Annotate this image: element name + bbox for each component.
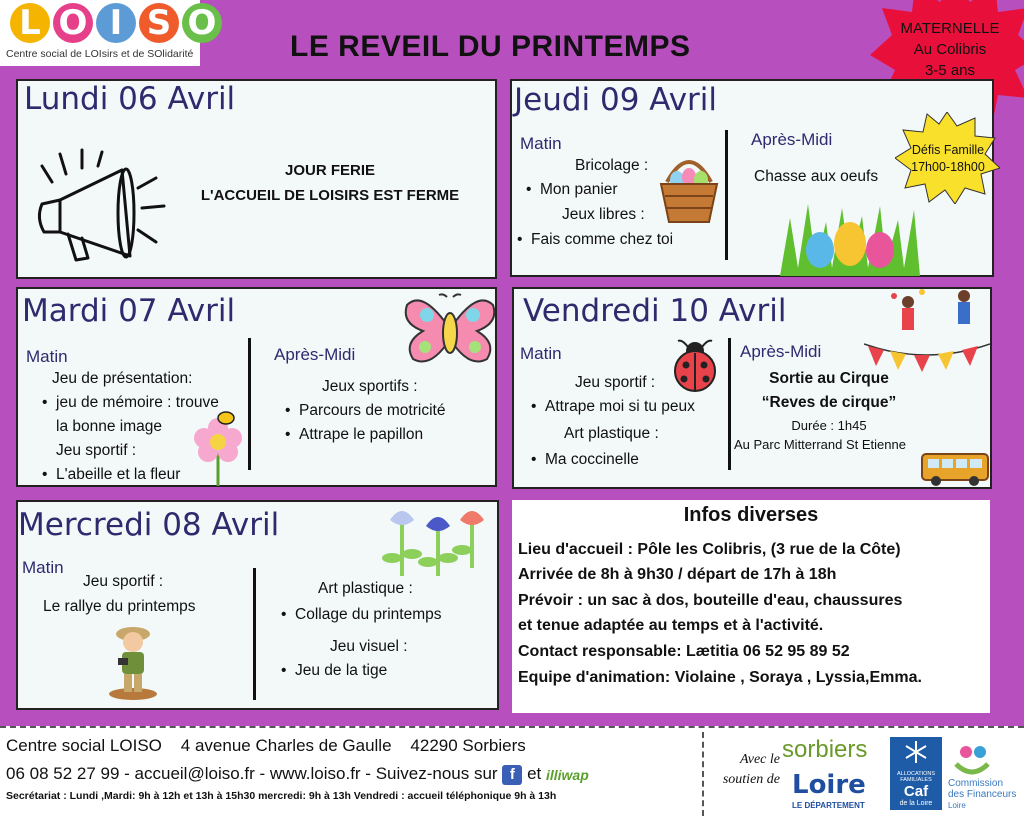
caf-logo xyxy=(890,737,942,810)
day-title-vendredi: Vendredi 10 Avril xyxy=(523,293,787,329)
defis-famille-badge xyxy=(900,142,996,176)
soutien-label: Avec le soutien de xyxy=(722,752,780,787)
caf-snowflake-icon xyxy=(890,737,942,767)
activity-item: • Collage du printemps xyxy=(295,606,441,624)
activity-item-cont: la bonne image xyxy=(56,418,162,435)
sortie-title: Sortie au Cirque xyxy=(769,370,889,387)
activity-title: Jeu visuel : xyxy=(330,638,408,655)
ladybug-icon xyxy=(668,337,722,393)
day-title-lundi: Lundi 06 Avril xyxy=(24,81,236,117)
activity-title: Jeux libres : xyxy=(562,206,645,223)
cdf-line: Loire xyxy=(948,801,966,810)
activity-item: • L'abeille et la fleur xyxy=(56,466,180,484)
loire-logo: Loire xyxy=(792,770,866,800)
age-badge xyxy=(890,18,1010,81)
activity-item: Le rallye du printemps xyxy=(43,598,196,615)
activity-item: • Mon panier xyxy=(540,181,618,199)
logo-letter: I xyxy=(96,3,136,43)
info-line: Lieu d'accueil : Pôle les Colibris, (3 rue de la Côte) xyxy=(518,541,901,558)
divider xyxy=(253,568,256,700)
sortie-duration: Durée : 1h45 xyxy=(791,418,867,433)
label-apres-midi: Après-Midi xyxy=(740,342,822,361)
flowers-icon xyxy=(380,506,490,578)
logo-tagline: Centre social de LOIsirs et de SOlidarité xyxy=(6,48,194,60)
activity-title: Jeu de présentation: xyxy=(52,370,193,387)
caf-line: Caf xyxy=(903,783,929,800)
logo-letter: S xyxy=(139,3,179,43)
divider xyxy=(728,338,731,470)
closed-line: L'ACCUEIL DE LOISIRS EST FERME xyxy=(200,187,460,204)
info-line: Contact responsable: Lætitia 06 52 95 89 52 xyxy=(518,643,850,660)
flower-bee-icon xyxy=(190,408,246,486)
divider xyxy=(248,338,251,470)
activity-title: Jeu sportif : xyxy=(56,442,137,459)
butterfly-icon xyxy=(403,293,497,369)
info-line: Equipe d'animation: Violaine , Soraya , Lyssia,Emma. xyxy=(518,669,922,686)
label-matin: Matin xyxy=(22,558,64,577)
activity-item: • Attrape moi si tu peux xyxy=(545,398,695,416)
activity-item: • Ma coccinelle xyxy=(545,451,639,469)
badge-line: MATERNELLE xyxy=(900,20,1000,37)
logo-letter: L xyxy=(10,3,50,43)
megaphone-icon xyxy=(30,148,170,266)
badge-line: Au Colibris xyxy=(913,41,987,58)
easter-basket-icon xyxy=(657,148,721,224)
sorbiers-logo: sorbiers xyxy=(782,736,868,763)
activity-item: • Attrape le papillon xyxy=(299,426,423,444)
defis-label: Défis Famille xyxy=(911,143,985,157)
activity-title: Art plastique : xyxy=(318,580,413,597)
badge-line: 3-5 ans xyxy=(924,62,976,79)
activity-item: • Jeu de la tige xyxy=(295,662,387,680)
activity-item: • jeu de mémoire : trouve xyxy=(56,394,219,412)
footer-hours: Secrétariat : Lundi ,Mardi: 9h à 12h et 13h à 15h30 mercredi: 9h à 13h Vendredi : accueil téléphonique 9h à 13h xyxy=(6,790,557,802)
sortie-location: Au Parc Mitterrand St Etienne xyxy=(734,437,906,452)
illiwap-icon[interactable]: illiwap xyxy=(545,766,589,783)
circus-performers-icon xyxy=(864,288,990,380)
easter-eggs-grass-icon xyxy=(780,198,920,276)
bus-icon xyxy=(920,450,990,488)
closed-line: JOUR FERIE xyxy=(284,162,375,179)
logo-letters xyxy=(10,3,222,47)
cdf-line: des Financeurs xyxy=(948,789,1017,800)
label-apres-midi: Après-Midi xyxy=(274,345,356,364)
caf-line: de la Loire xyxy=(899,800,933,807)
defis-time: 17h00-18h00 xyxy=(911,160,985,174)
activity-title: Jeux sportifs : xyxy=(322,378,418,395)
footer-address: Centre social LOISO 4 avenue Charles de Gaulle 42290 Sorbiers xyxy=(6,736,526,755)
cdf-line: Commission xyxy=(948,778,1004,789)
activity-title: Art plastique : xyxy=(564,425,659,442)
label-matin: Matin xyxy=(520,134,562,153)
sortie-subtitle: “Reves de cirque” xyxy=(761,394,897,411)
infos-title: Infos diverses xyxy=(683,504,819,526)
info-line: Prévoir : un sac à dos, bouteille d'eau, chaussures xyxy=(518,592,903,609)
activity-title: Jeu sportif : xyxy=(83,573,164,590)
footer-divider xyxy=(702,732,704,816)
footer-et: et xyxy=(527,764,542,783)
info-line: et tenue adaptée au temps et à l'activité. xyxy=(518,617,824,634)
logo-letter: O xyxy=(53,3,93,43)
activity-item: • Parcours de motricité xyxy=(299,402,445,420)
footer-contact xyxy=(6,764,589,785)
label-matin: Matin xyxy=(520,344,562,363)
divider xyxy=(725,130,728,260)
footer-contact-text: 06 08 52 27 99 - accueil@loiso.fr - www.loiso.fr - Suivez-nous sur xyxy=(6,764,498,783)
page-title: LE REVEIL DU PRINTEMPS xyxy=(290,30,691,63)
closed-notice xyxy=(190,158,470,208)
activity-title: Bricolage : xyxy=(575,157,649,174)
commission-financeurs-logo xyxy=(948,778,1016,811)
info-line: Arrivée de 8h à 9h30 / départ de 17h à 18h xyxy=(518,566,837,583)
day-title-jeudi: Jeudi 09 Avril xyxy=(514,82,718,118)
label-matin: Matin xyxy=(26,347,68,366)
activity-item: • Fais comme chez toi xyxy=(531,231,673,249)
day-title-mercredi: Mercredi 08 Avril xyxy=(18,507,280,543)
loire-sub: LE DÉPARTEMENT xyxy=(792,801,865,810)
activity-item: Chasse aux oeufs xyxy=(754,168,879,185)
logo-letter: O xyxy=(182,3,222,43)
activity-title: Jeu sportif : xyxy=(575,374,656,391)
facebook-icon[interactable]: f xyxy=(502,765,522,785)
label-apres-midi: Après-Midi xyxy=(751,130,833,149)
commission-financeurs-icon xyxy=(952,740,992,780)
day-title-mardi: Mardi 07 Avril xyxy=(22,293,236,329)
explorer-child-icon xyxy=(104,622,162,702)
caf-line: ALLOCATIONS FAMILIALES xyxy=(896,771,936,783)
